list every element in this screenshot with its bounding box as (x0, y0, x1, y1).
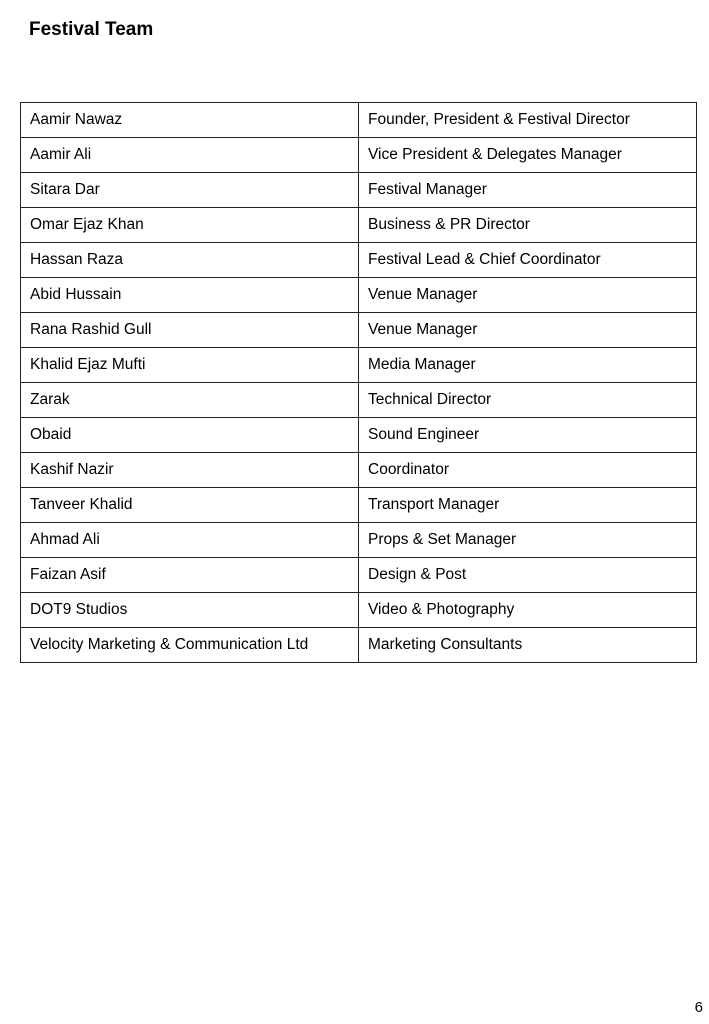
table-row (21, 103, 697, 138)
table-row (21, 558, 697, 593)
member-role: Business & PR Director (359, 208, 697, 243)
member-role: Venue Manager (359, 313, 697, 348)
table-row (21, 593, 697, 628)
member-name: Ahmad Ali (21, 523, 359, 558)
table-row (21, 348, 697, 383)
member-role: Video & Photography (359, 593, 697, 628)
team-table-body (21, 103, 697, 663)
table-row (21, 453, 697, 488)
member-name: Kashif Nazir (21, 453, 359, 488)
member-name: Obaid (21, 418, 359, 453)
table-row (21, 383, 697, 418)
member-name: Zarak (21, 383, 359, 418)
member-name: Sitara Dar (21, 173, 359, 208)
table-row (21, 173, 697, 208)
member-role: Sound Engineer (359, 418, 697, 453)
member-role: Festival Lead & Chief Coordinator (359, 243, 697, 278)
member-role: Vice President & Delegates Manager (359, 138, 697, 173)
member-role: Venue Manager (359, 278, 697, 313)
member-name: Abid Hussain (21, 278, 359, 313)
member-role: Marketing Consultants (359, 628, 697, 663)
member-name: Aamir Ali (21, 138, 359, 173)
table-row (21, 628, 697, 663)
member-role: Design & Post (359, 558, 697, 593)
table-row (21, 488, 697, 523)
member-name: Aamir Nawaz (21, 103, 359, 138)
member-name: Omar Ejaz Khan (21, 208, 359, 243)
member-role: Coordinator (359, 453, 697, 488)
member-role: Transport Manager (359, 488, 697, 523)
page-title: Festival Team (29, 19, 154, 40)
member-name: DOT9 Studios (21, 593, 359, 628)
member-name: Faizan Asif (21, 558, 359, 593)
member-role: Media Manager (359, 348, 697, 383)
member-role: Props & Set Manager (359, 523, 697, 558)
member-role: Festival Manager (359, 173, 697, 208)
member-name: Hassan Raza (21, 243, 359, 278)
table-row (21, 523, 697, 558)
member-name: Khalid Ejaz Mufti (21, 348, 359, 383)
member-name: Tanveer Khalid (21, 488, 359, 523)
member-name: Velocity Marketing & Communication Ltd (21, 628, 359, 663)
table-row (21, 278, 697, 313)
team-table (20, 102, 697, 663)
member-role: Technical Director (359, 383, 697, 418)
page-number: 6 (694, 999, 703, 1016)
member-name: Rana Rashid Gull (21, 313, 359, 348)
member-role: Founder, President & Festival Director (359, 103, 697, 138)
table-row (21, 243, 697, 278)
table-row (21, 138, 697, 173)
table-row (21, 418, 697, 453)
table-row (21, 313, 697, 348)
table-row (21, 208, 697, 243)
